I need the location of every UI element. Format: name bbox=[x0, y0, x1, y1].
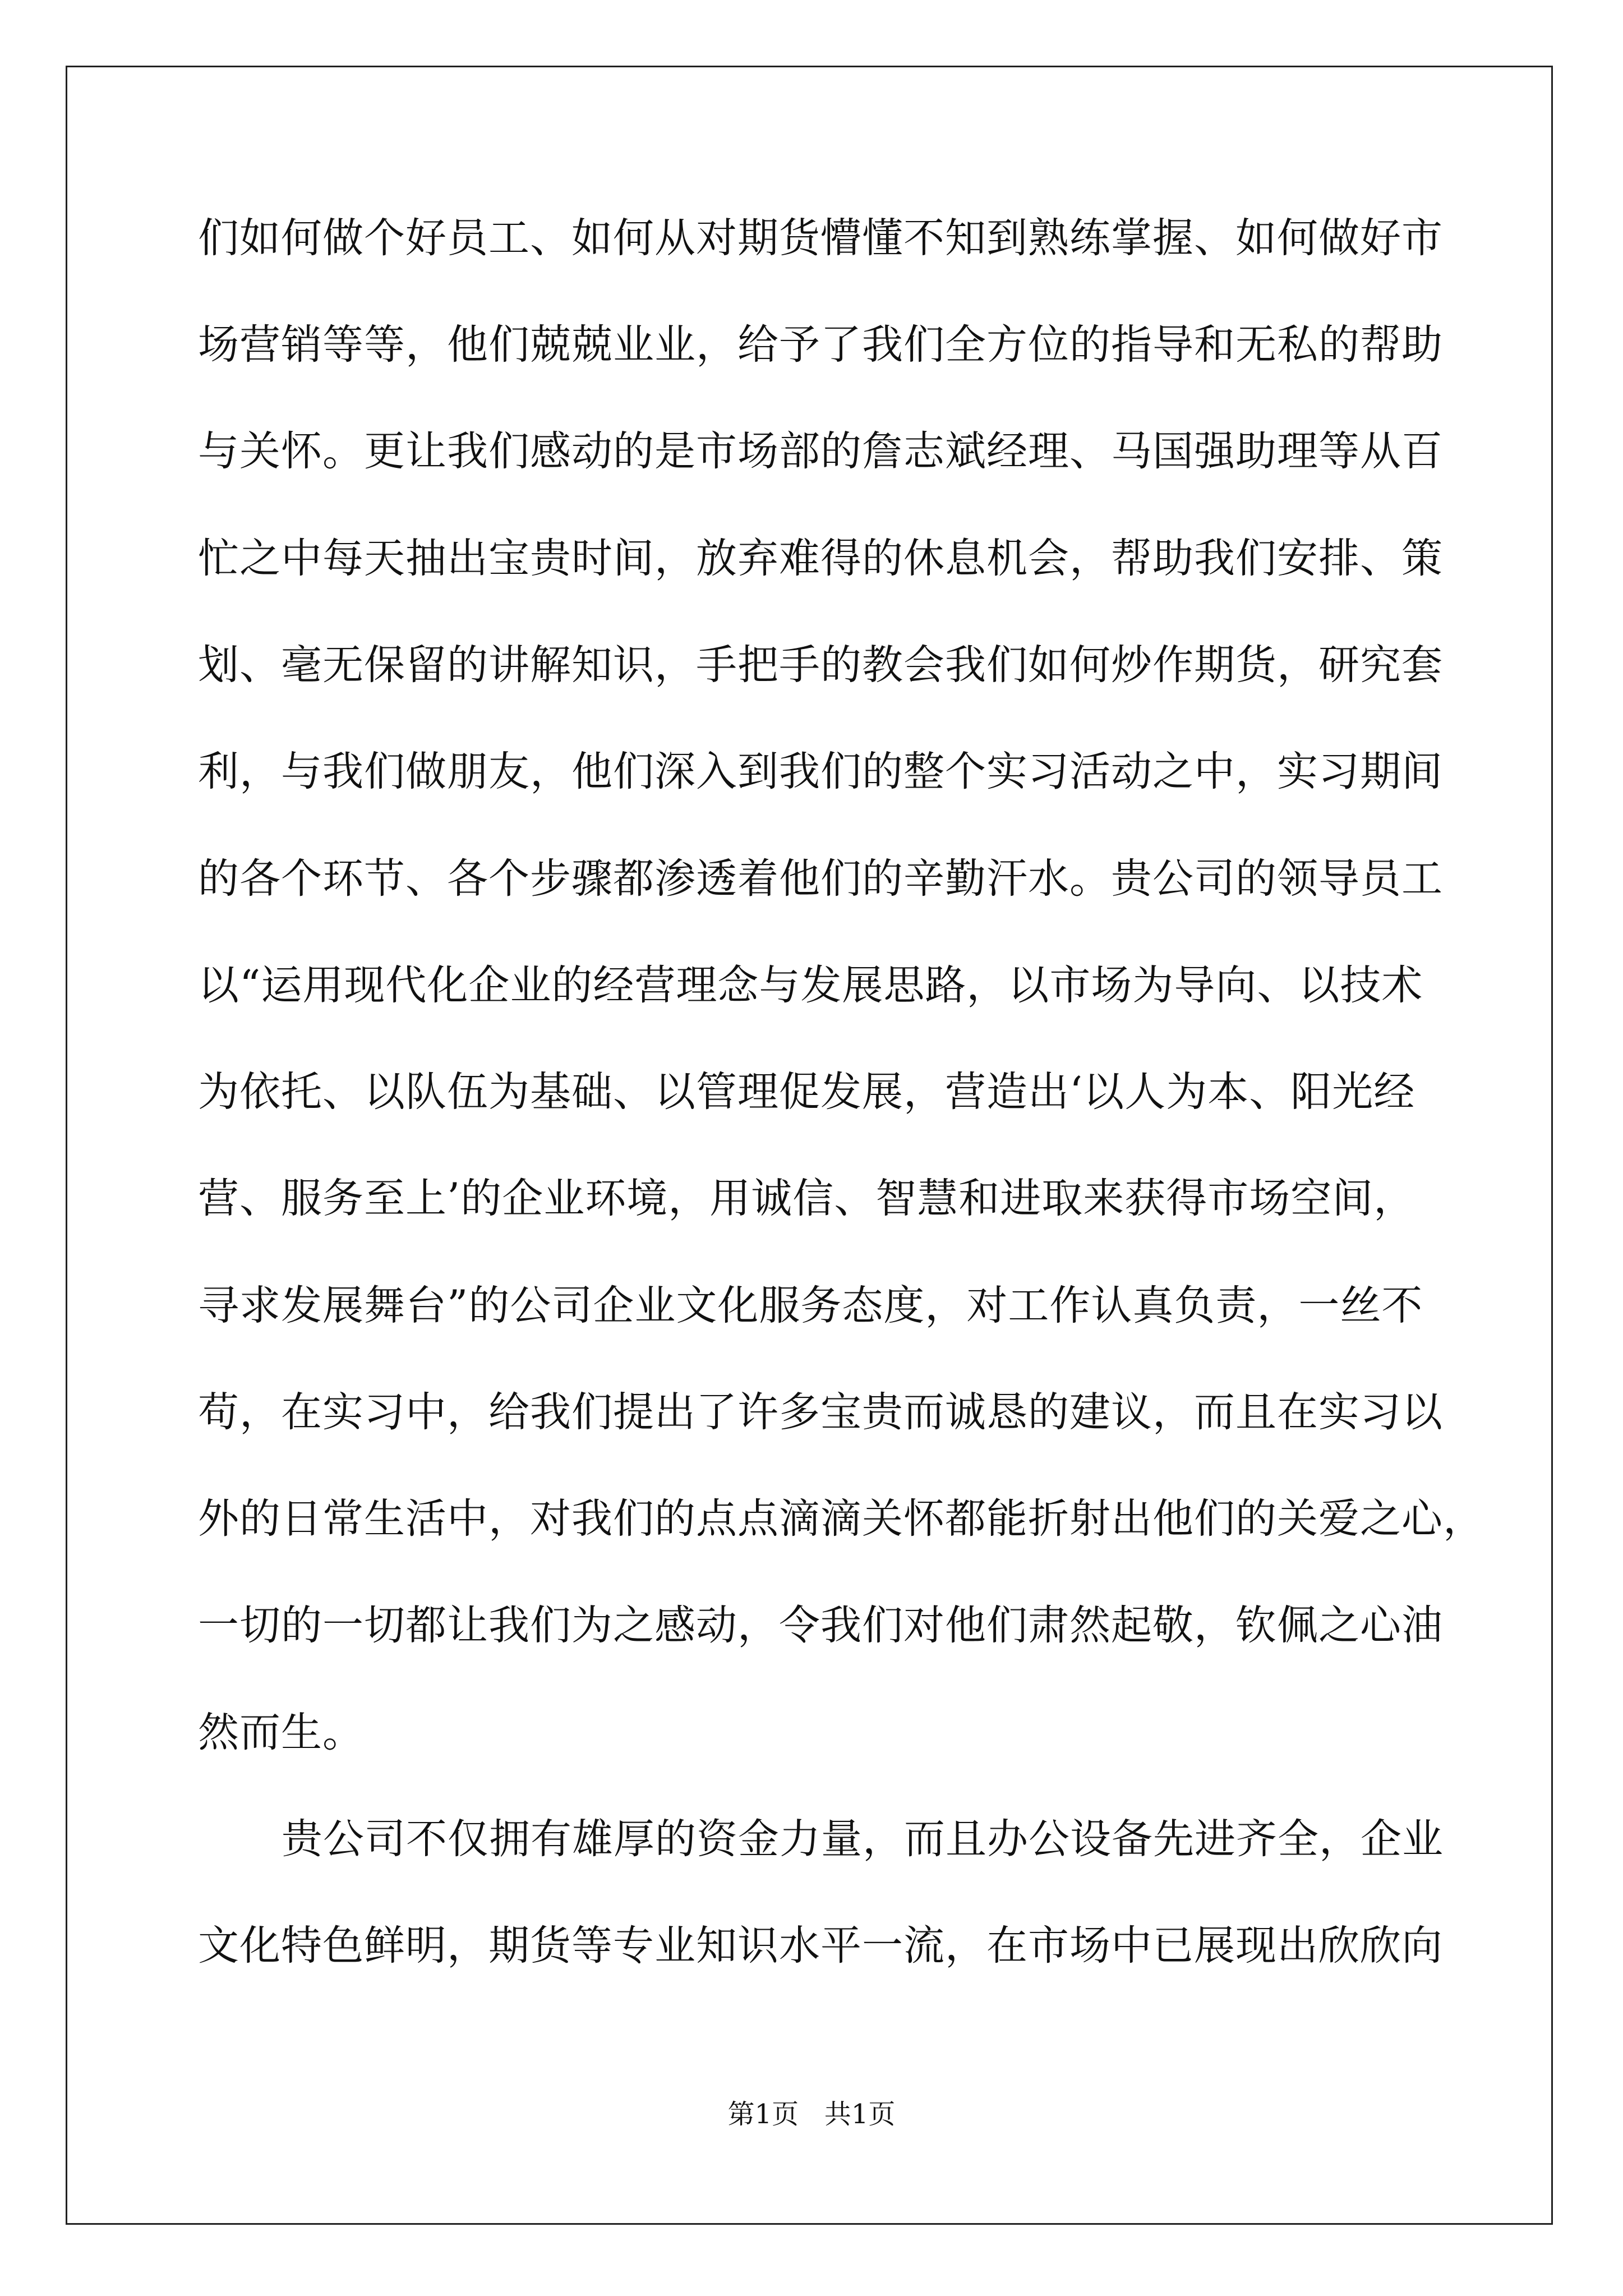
body-text-line: 苟，在实习中，给我们提出了许多宝贵而诚恳的建议，而且在实习以 bbox=[198, 1388, 1443, 1436]
body-text-line: 划、毫无保留的讲解知识，手把手的教会我们如何炒作期货，研究套 bbox=[198, 641, 1443, 689]
body-text-line: 以“运用现代化企业的经营理念与发展思路，以市场为导向、以技术 bbox=[198, 961, 1423, 1009]
page-border bbox=[66, 66, 1553, 2225]
body-text-line: 们如何做个好员工、如何从对期货懵懂不知到熟练掌握、如何做好市 bbox=[198, 214, 1443, 262]
body-text-line: 外的日常生活中，对我们的点点滴滴关怀都能折射出他们的关爱之心， bbox=[198, 1495, 1484, 1543]
page-footer: 第1页 共1页 bbox=[727, 2099, 896, 2130]
body-text-line: 寻求发展舞台”的公司企业文化服务态度，对工作认真负责，一丝不 bbox=[198, 1282, 1423, 1329]
body-text-line: 营、服务至上’的企业环境，用诚信、智慧和进取来获得市场空间， bbox=[198, 1175, 1415, 1222]
body-text-line: 然而生。 bbox=[198, 1709, 364, 1756]
body-text-line: 场营销等等，他们兢兢业业，给予了我们全方位的指导和无私的帮助 bbox=[198, 321, 1443, 369]
body-text-line: 的各个环节、各个步骤都渗透着他们的辛勤汗水。贵公司的领导员工 bbox=[198, 855, 1443, 903]
body-text-line: 忙之中每天抽出宝贵时间，放弃难得的休息机会，帮助我们安排、策 bbox=[198, 535, 1443, 582]
body-text-line: 文化特色鲜明，期货等专业知识水平一流，在市场中已展现出欣欣向 bbox=[198, 1922, 1443, 1970]
body-text-line: 为依托、以队伍为基础、以管理促发展，营造出‘以人为本、阳光经 bbox=[198, 1068, 1415, 1116]
body-text-line: 一切的一切都让我们为之感动，令我们对他们肃然起敬，钦佩之心油 bbox=[198, 1602, 1443, 1649]
body-text-line: 利，与我们做朋友，他们深入到我们的整个实习活动之中，实习期间 bbox=[198, 748, 1443, 795]
body-text-line: 与关怀。更让我们感动的是市场部的詹志斌经理、马国强助理等从百 bbox=[198, 427, 1443, 475]
paragraph-first-line: 贵公司不仅拥有雄厚的资金力量，而且办公设备先进齐全，企业 bbox=[282, 1815, 1444, 1863]
